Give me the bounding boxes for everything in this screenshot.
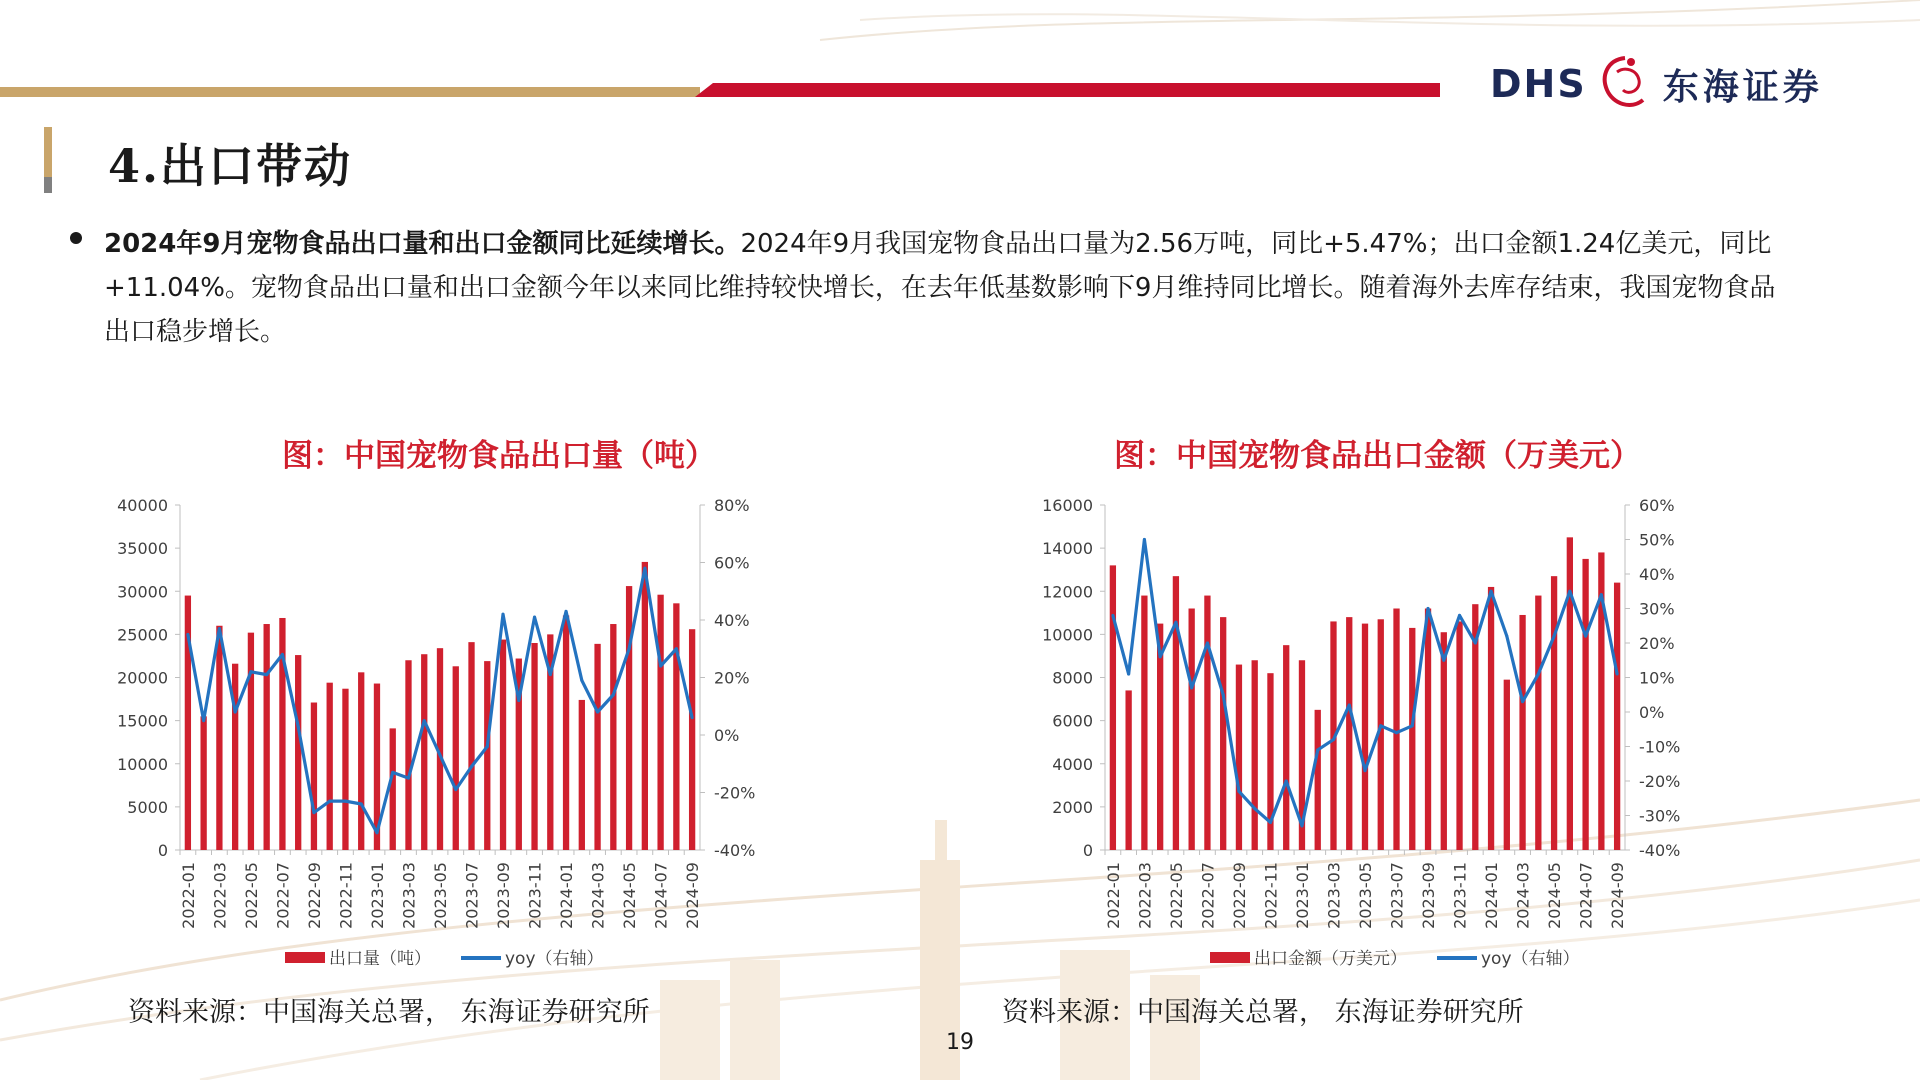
logo-company-name: 东海证券 [1662,66,1823,108]
bar-2023-06 [453,666,459,850]
bar-2024-05 [626,586,632,850]
x-tick-label: 2022-11 [1261,862,1281,929]
yoy-point-2024-01 [1490,590,1493,593]
yoy-point-2023-12 [1474,642,1477,645]
x-tick-label: 2023-09 [494,862,514,929]
legend-line-label: yoy（右轴） [505,949,604,969]
yoy-point-2022-03 [1143,538,1146,541]
yoy-point-2024-05 [628,647,631,650]
bar-2024-03 [594,644,600,850]
right-tick-label: 20% [714,668,750,688]
bar-2024-08 [673,603,679,850]
bar-2022-07 [279,618,285,850]
yoy-point-2023-06 [1379,724,1382,727]
x-tick-label: 2023-09 [1419,862,1439,929]
left-tick-label: 15000 [117,711,168,731]
bar-2023-09 [1425,609,1431,851]
yoy-point-2024-02 [580,679,583,682]
bar-2022-08 [1220,617,1226,850]
yoy-point-2023-04 [1348,704,1351,707]
right-tick-label: 0% [714,726,740,745]
right-tick-label: -30% [1639,806,1681,826]
yoy-point-2024-03 [1521,700,1524,703]
bar-2024-09 [1614,583,1620,850]
x-tick-label: 2022-09 [1229,862,1249,929]
left-tick-label: 5000 [127,797,168,817]
yoy-point-2022-08 [297,725,300,728]
right-tick-label: 40% [714,611,750,630]
x-tick-label: 2022-11 [336,862,356,929]
page-title: 4.出口带动 [108,139,353,193]
title-accent-bar-grey [44,177,52,193]
x-tick-label: 2023-01 [1292,862,1312,929]
bar-2024-01 [563,615,569,850]
yoy-point-2024-04 [612,693,615,696]
left-tick-label: 10000 [1042,625,1093,645]
bar-2024-02 [1504,680,1510,850]
source-note-right: 资料来源：中国海关总署， 东海证券研究所 [1002,997,1524,1028]
bar-2022-02 [1125,690,1131,850]
left-tick-label: 0 [157,841,168,860]
right-tick-label: 60% [714,553,750,573]
bar-2022-12 [1283,645,1289,850]
bar-2022-04 [232,664,238,850]
bar-2024-07 [657,595,663,850]
right-tick-label: -40% [714,841,756,860]
x-tick-label: 2023-05 [431,862,450,929]
yoy-point-2024-01 [565,610,568,613]
right-tick-label: -20% [714,783,756,803]
yoy-point-2023-09 [502,613,505,616]
yoy-point-2023-04 [423,719,426,722]
x-tick-label: 2024-07 [651,862,671,929]
right-tick-label: 60% [1639,496,1675,515]
left-tick-label: 12000 [1042,582,1093,602]
right-tick-label: 30% [1639,599,1675,619]
x-tick-label: 2022-01 [1103,862,1123,929]
yoy-point-2023-11 [533,616,536,619]
x-tick-label: 2024-01 [1482,862,1502,929]
left-tick-label: 35000 [117,539,168,559]
yoy-point-2023-07 [1395,731,1398,734]
yoy-point-2023-02 [391,771,394,774]
bar-2023-02 [1315,710,1321,850]
right-tick-label: 20% [1639,634,1675,653]
left-tick-label: 30000 [117,582,168,602]
left-tick-label: 2000 [1052,797,1093,817]
x-tick-label: 2023-03 [1324,862,1344,929]
yoy-point-2023-01 [375,831,378,834]
yoy-point-2023-05 [439,754,442,757]
x-tick-label: 2022-03 [210,862,230,929]
bar-2023-02 [390,728,396,850]
yoy-point-2023-07 [470,765,473,768]
bar-2024-04 [1535,596,1541,850]
yoy-point-2024-08 [1600,593,1603,596]
left-tick-label: 20000 [117,668,168,688]
yoy-point-2024-06 [643,567,646,570]
yoy-point-2023-01 [1300,824,1303,827]
x-tick-label: 2022-05 [241,862,261,929]
x-tick-label: 2023-03 [399,862,419,929]
chart-title-volume: 图：中国宠物食品出口量（吨） [282,438,716,474]
x-tick-label: 2024-03 [588,862,608,929]
yoy-point-2023-02 [1316,748,1319,751]
bar-2022-05 [248,633,254,850]
bar-2022-12 [358,672,364,850]
yoy-point-2024-06 [1568,590,1571,593]
summary-bold: 2024年9月宠物食品出口量和出口金额同比延续增长。 [104,229,741,259]
bar-2024-06 [1567,537,1573,850]
header-red-bar [695,83,1440,97]
legend-bar-label: 出口金额（万美元） [1254,949,1407,969]
left-tick-label: 25000 [117,625,168,645]
yoy-point-2022-05 [249,670,252,673]
yoy-point-2022-09 [312,811,315,814]
x-tick-label: 2022-03 [1135,862,1155,929]
yoy-point-2022-03 [218,627,221,630]
yoy-point-2023-10 [1442,659,1445,662]
page-number: 19 [946,1030,974,1055]
yoy-point-2022-08 [1222,693,1225,696]
yoy-point-2023-09 [1427,607,1430,610]
left-tick-label: 16000 [1042,496,1093,515]
bullet-dot [70,232,82,244]
left-tick-label: 14000 [1042,539,1093,559]
bar-2022-07 [1204,596,1210,850]
legend-bar-swatch [285,952,325,963]
bar-2023-07 [468,642,474,850]
bar-2023-04 [421,654,427,850]
bar-2024-07 [1582,559,1588,850]
x-tick-label: 2022-07 [1198,862,1218,929]
bar-2024-05 [1551,576,1557,850]
right-tick-label: 50% [1639,530,1675,550]
left-tick-label: 40000 [117,496,168,515]
yoy-point-2022-02 [1127,673,1130,676]
yoy-point-2022-10 [1253,807,1256,810]
bar-2023-11 [1456,621,1462,850]
bar-2022-03 [216,626,222,850]
left-tick-label: 4000 [1052,754,1093,774]
yoy-point-2023-05 [1364,769,1367,772]
x-tick-label: 2024-05 [1545,862,1565,929]
yoy-point-2023-10 [517,699,520,702]
x-tick-label: 2023-05 [1356,862,1375,929]
bar-2022-05 [1173,576,1179,850]
x-tick-label: 2022-01 [178,862,198,929]
bar-2022-06 [1189,609,1195,851]
yoy-point-2023-03 [407,777,410,780]
yoy-point-2022-07 [281,653,284,656]
bar-2023-03 [405,660,411,850]
bar-2024-02 [579,700,585,850]
bar-2023-09 [500,640,506,850]
bar-2024-04 [610,624,616,850]
title-accent-bar [44,127,52,177]
bar-2023-05 [1362,624,1368,850]
bar-2023-04 [1346,617,1352,850]
yoy-point-2023-03 [1332,738,1335,741]
bar-2022-10 [1252,660,1258,850]
right-tick-label: -20% [1639,772,1681,791]
yoy-point-2024-07 [1584,635,1587,638]
header-gold-bar [0,87,700,97]
right-tick-label: 80% [714,496,750,515]
yoy-point-2022-11 [1269,821,1272,824]
bar-2022-01 [1110,565,1116,850]
bar-2022-03 [1141,596,1147,850]
bar-2022-09 [311,703,317,850]
chart-title-value: 图：中国宠物食品出口金额（万美元） [1114,438,1641,474]
bar-2022-06 [264,624,270,850]
x-tick-label: 2023-07 [462,862,482,929]
export-value-chart [1015,480,1715,980]
yoy-point-2024-09 [1616,673,1619,676]
x-tick-label: 2024-01 [557,862,577,929]
yoy-point-2022-01 [1111,614,1114,617]
bar-2022-02 [200,716,206,850]
x-tick-label: 2024-09 [1608,862,1628,929]
yoy-point-2024-05 [1553,635,1556,638]
yoy-point-2023-06 [454,788,457,791]
summary-text: 2024年9月我国宠物食品出口量为2.56万吨，同比+5.47%；出口金额1.24亿美元，同比+11.04%。宠物食品出口量和出口金额今年以来同比维持较快增长，在去年低基数影响下9月维持同比增长。随着海外去库存结束，我国宠物食品出口稳步增长。 [104,229,1776,347]
yoy-point-2024-09 [691,716,694,719]
yoy-point-2023-11 [1458,614,1461,617]
source-note-left: 资料来源：中国海关总署， 东海证券研究所 [128,997,650,1028]
right-tick-label: -40% [1639,841,1681,860]
yoy-point-2022-12 [1285,780,1288,783]
x-tick-label: 2024-07 [1576,862,1596,929]
bar-2024-01 [1488,587,1494,850]
logo-dhs-text: DHS [1490,62,1587,106]
yoy-point-2023-08 [1411,724,1414,727]
x-tick-label: 2022-07 [273,862,293,929]
yoy-point-2022-05 [1174,621,1177,624]
bar-2024-06 [642,562,648,850]
legend-line-label: yoy（右轴） [1481,949,1580,969]
yoy-point-2024-07 [659,665,662,668]
bar-2022-09 [1236,665,1242,850]
yoy-point-2022-04 [234,711,237,714]
bar-2023-07 [1393,609,1399,851]
bar-2024-09 [689,629,695,850]
yoy-point-2022-11 [344,800,347,803]
yoy-point-2024-04 [1537,673,1540,676]
x-tick-label: 2023-01 [367,862,387,929]
summary-paragraph [104,222,1794,354]
yoy-point-2022-10 [328,800,331,803]
yoy-point-2024-03 [596,711,599,714]
yoy-point-2024-08 [675,647,678,650]
x-tick-label: 2022-05 [1166,862,1186,929]
x-tick-label: 2023-11 [525,862,545,929]
yoy-point-2022-07 [1206,642,1209,645]
company-logo [1490,52,1823,116]
legend-bar-swatch [1210,952,1250,963]
bar-2023-08 [1409,628,1415,850]
left-tick-label: 8000 [1052,668,1093,688]
bar-2023-10 [1441,632,1447,850]
x-tick-label: 2023-11 [1450,862,1470,929]
right-tick-label: 40% [1639,565,1675,584]
yoy-point-2022-09 [1237,790,1240,793]
yoy-point-2023-08 [486,745,489,748]
yoy-point-2022-04 [1159,655,1162,658]
right-tick-label: 10% [1639,668,1675,688]
right-tick-label: -10% [1639,737,1681,757]
yoy-point-2022-06 [1190,686,1193,689]
yoy-point-2022-06 [265,673,268,676]
bar-2022-11 [342,689,348,850]
x-tick-label: 2023-07 [1387,862,1407,929]
right-tick-label: 0% [1639,703,1665,722]
yoy-point-2024-02 [1505,635,1508,638]
x-tick-label: 2024-03 [1513,862,1533,929]
legend-bar-label: 出口量（吨） [329,949,431,969]
x-tick-label: 2024-09 [683,862,703,929]
bar-2023-11 [531,643,537,850]
export-volume-chart [90,480,790,980]
left-tick-label: 0 [1082,841,1093,860]
bar-2022-08 [295,655,301,850]
bar-2022-10 [327,683,333,850]
dragon-logo-icon [1595,52,1655,116]
x-tick-label: 2022-09 [304,862,324,929]
yoy-point-2023-12 [549,673,552,676]
bar-2023-08 [484,661,490,850]
yoy-point-2022-01 [186,633,189,636]
bar-2024-03 [1519,615,1525,850]
yoy-point-2022-12 [360,803,363,806]
left-tick-label: 10000 [117,754,168,774]
x-tick-label: 2024-05 [620,862,640,929]
yoy-point-2022-02 [202,719,205,722]
left-tick-label: 6000 [1052,711,1093,731]
